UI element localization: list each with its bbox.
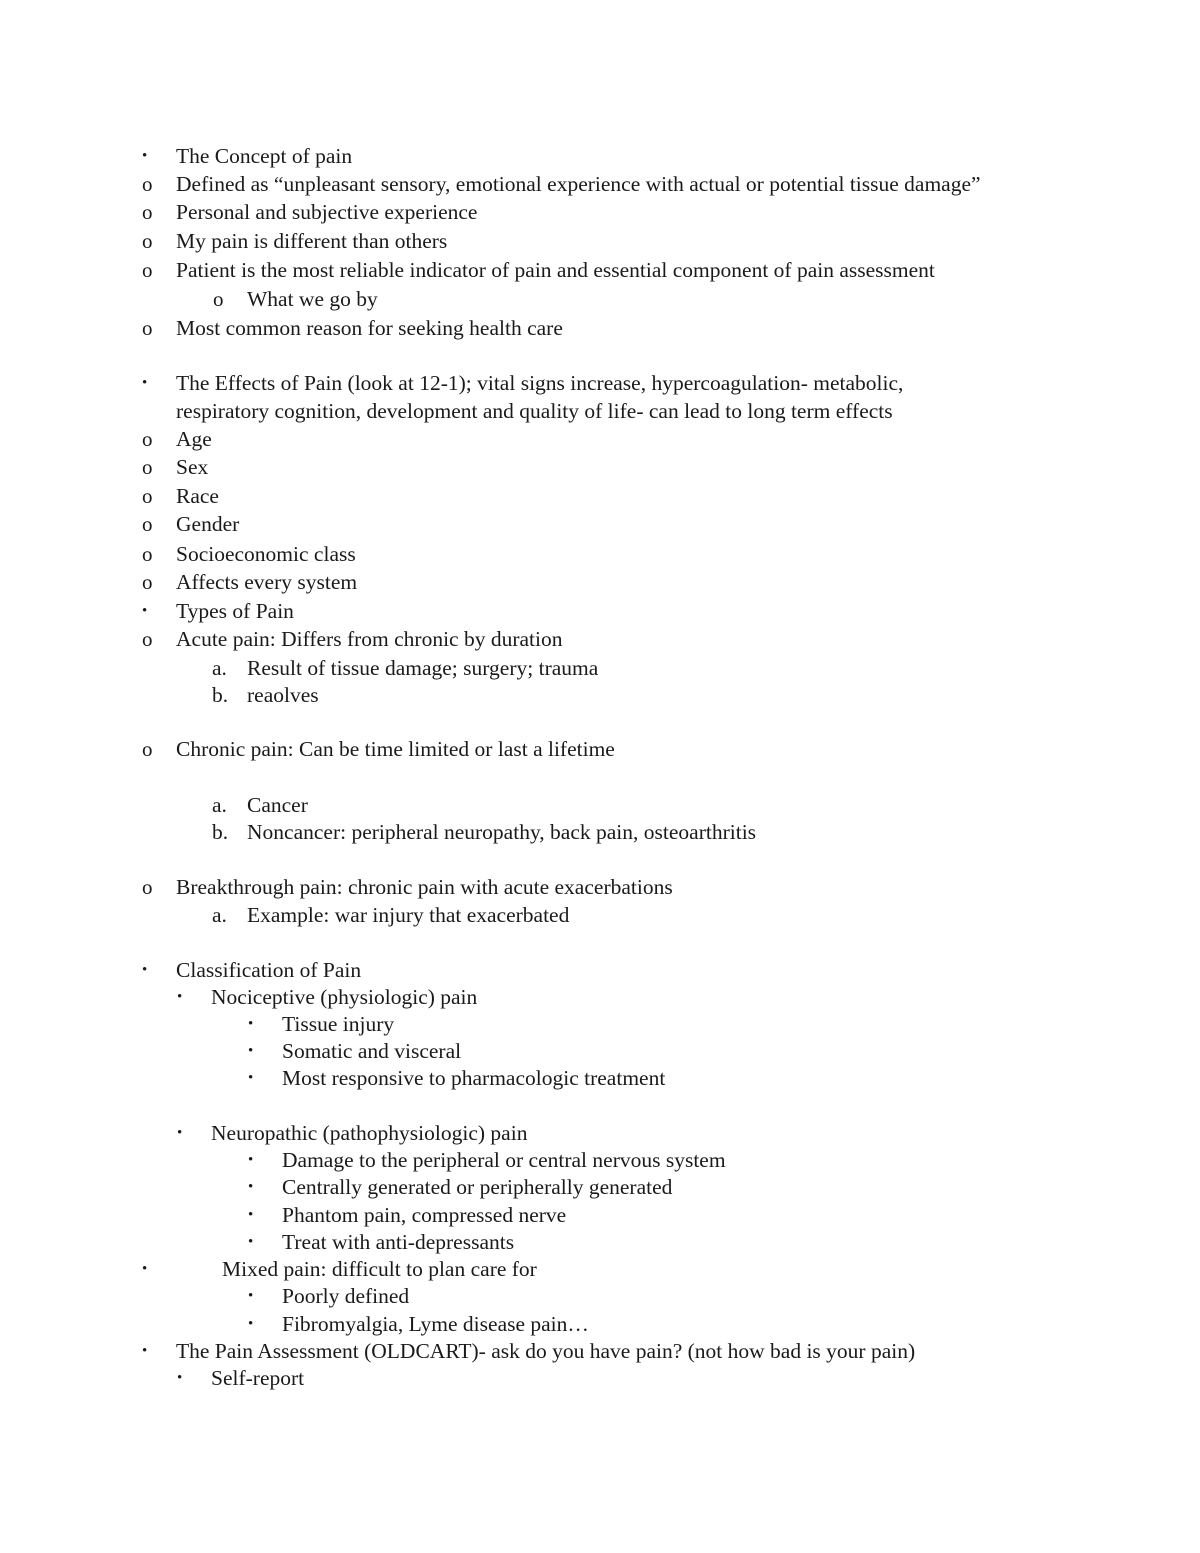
list-item-text: Example: war injury that exacerbated [247,903,570,927]
list-item-text: Breakthrough pain: chronic pain with acute exacerbations [176,875,673,899]
list-item-text: Gender [176,512,240,536]
circle-marker: o [142,316,153,340]
list-item-text: Somatic and visceral [282,1039,462,1063]
list-item-text: Self-report [211,1366,305,1390]
list-item-text: Mixed pain: difficult to plan care for [222,1257,537,1281]
list-item-text: My pain is different than others [176,229,448,253]
bullet-marker: • [248,1016,254,1032]
list-item-text: Defined as “unpleasant sensory, emotional experience with actual or potential tissue damage” [176,172,981,196]
bullet-marker: • [248,1316,254,1332]
list-item-text: Sex [176,455,209,479]
circle-marker: o [142,427,153,451]
letter-marker: a. [212,903,227,927]
bullet-marker: • [142,375,148,391]
list-item-text: What we go by [247,287,378,311]
list-item-text: Personal and subjective experience [176,200,478,224]
list-item-text: Treat with anti-depressants [282,1230,515,1254]
bullet-marker: • [248,1179,254,1195]
circle-marker: o [142,627,153,651]
list-item-text: Centrally generated or peripherally generated [282,1175,673,1199]
list-item-text: reaolves [247,683,319,707]
circle-marker: o [142,542,153,566]
letter-marker: a. [212,656,227,680]
circle-marker: o [142,737,153,761]
list-item-text: The Concept of pain [176,144,353,168]
bullet-marker: • [142,148,148,164]
bullet-marker: • [142,1261,148,1277]
list-item-text: Acute pain: Differs from chronic by duration [176,627,563,651]
bullet-marker: • [248,1152,254,1168]
bullet-marker: • [248,1043,254,1059]
circle-marker: o [142,200,153,224]
bullet-marker: • [142,1343,148,1359]
list-item-text: Tissue injury [282,1012,395,1036]
list-item-text: Affects every system [176,570,358,594]
circle-marker: o [142,455,153,479]
list-item-text: Most common reason for seeking health care [176,316,563,340]
circle-marker: o [142,570,153,594]
letter-marker: a. [212,793,227,817]
list-item-text: Age [176,427,212,451]
letter-marker: b. [212,820,229,844]
bullet-marker: • [248,1234,254,1250]
bullet-marker: • [142,603,148,619]
list-item-text: Phantom pain, compressed nerve [282,1203,567,1227]
list-item-text: Patient is the most reliable indicator of pain and essential component of pain assessment [176,258,935,282]
list-item-text: The Pain Assessment (OLDCART)- ask do you have pain? (not how bad is your pain) [176,1339,916,1363]
list-item-text: Chronic pain: Can be time limited or last a lifetime [176,737,615,761]
list-item-text: Result of tissue damage; surgery; trauma [247,656,599,680]
bullet-marker: • [177,1125,183,1141]
circle-marker: o [142,229,153,253]
list-item-text: Types of Pain [176,599,294,623]
bullet-marker: • [177,989,183,1005]
list-item-text: Noncancer: peripheral neuropathy, back pain, osteoarthritis [247,820,757,844]
bullet-marker: • [142,962,148,978]
list-item-text: respiratory cognition, development and quality of life- can lead to long term effects [176,399,893,423]
list-item-text: Nociceptive (physiologic) pain [211,985,478,1009]
list-item-text: Damage to the peripheral or central nervous system [282,1148,726,1172]
list-item-text: Socioeconomic class [176,542,356,566]
list-item-text: Neuropathic (pathophysiologic) pain [211,1121,528,1145]
list-item-text: Fibromyalgia, Lyme disease pain… [282,1312,589,1336]
list-item-text: Cancer [247,793,308,817]
circle-marker: o [142,512,153,536]
bullet-marker: • [248,1070,254,1086]
circle-marker: o [142,172,153,196]
bullet-marker: • [177,1370,183,1386]
bullet-marker: • [248,1288,254,1304]
list-item-text: Race [176,484,219,508]
circle-marker: o [142,484,153,508]
list-item-text: Most responsive to pharmacologic treatment [282,1066,666,1090]
bullet-marker: • [248,1207,254,1223]
list-item-text: Classification of Pain [176,958,362,982]
circle-marker: o [142,875,153,899]
list-item-text: The Effects of Pain (look at 12-1); vital signs increase, hypercoagulation- metabolic, [176,371,904,395]
circle-marker: o [142,258,153,282]
list-item-text: Poorly defined [282,1284,410,1308]
letter-marker: b. [212,683,229,707]
circle-marker: o [213,287,224,311]
